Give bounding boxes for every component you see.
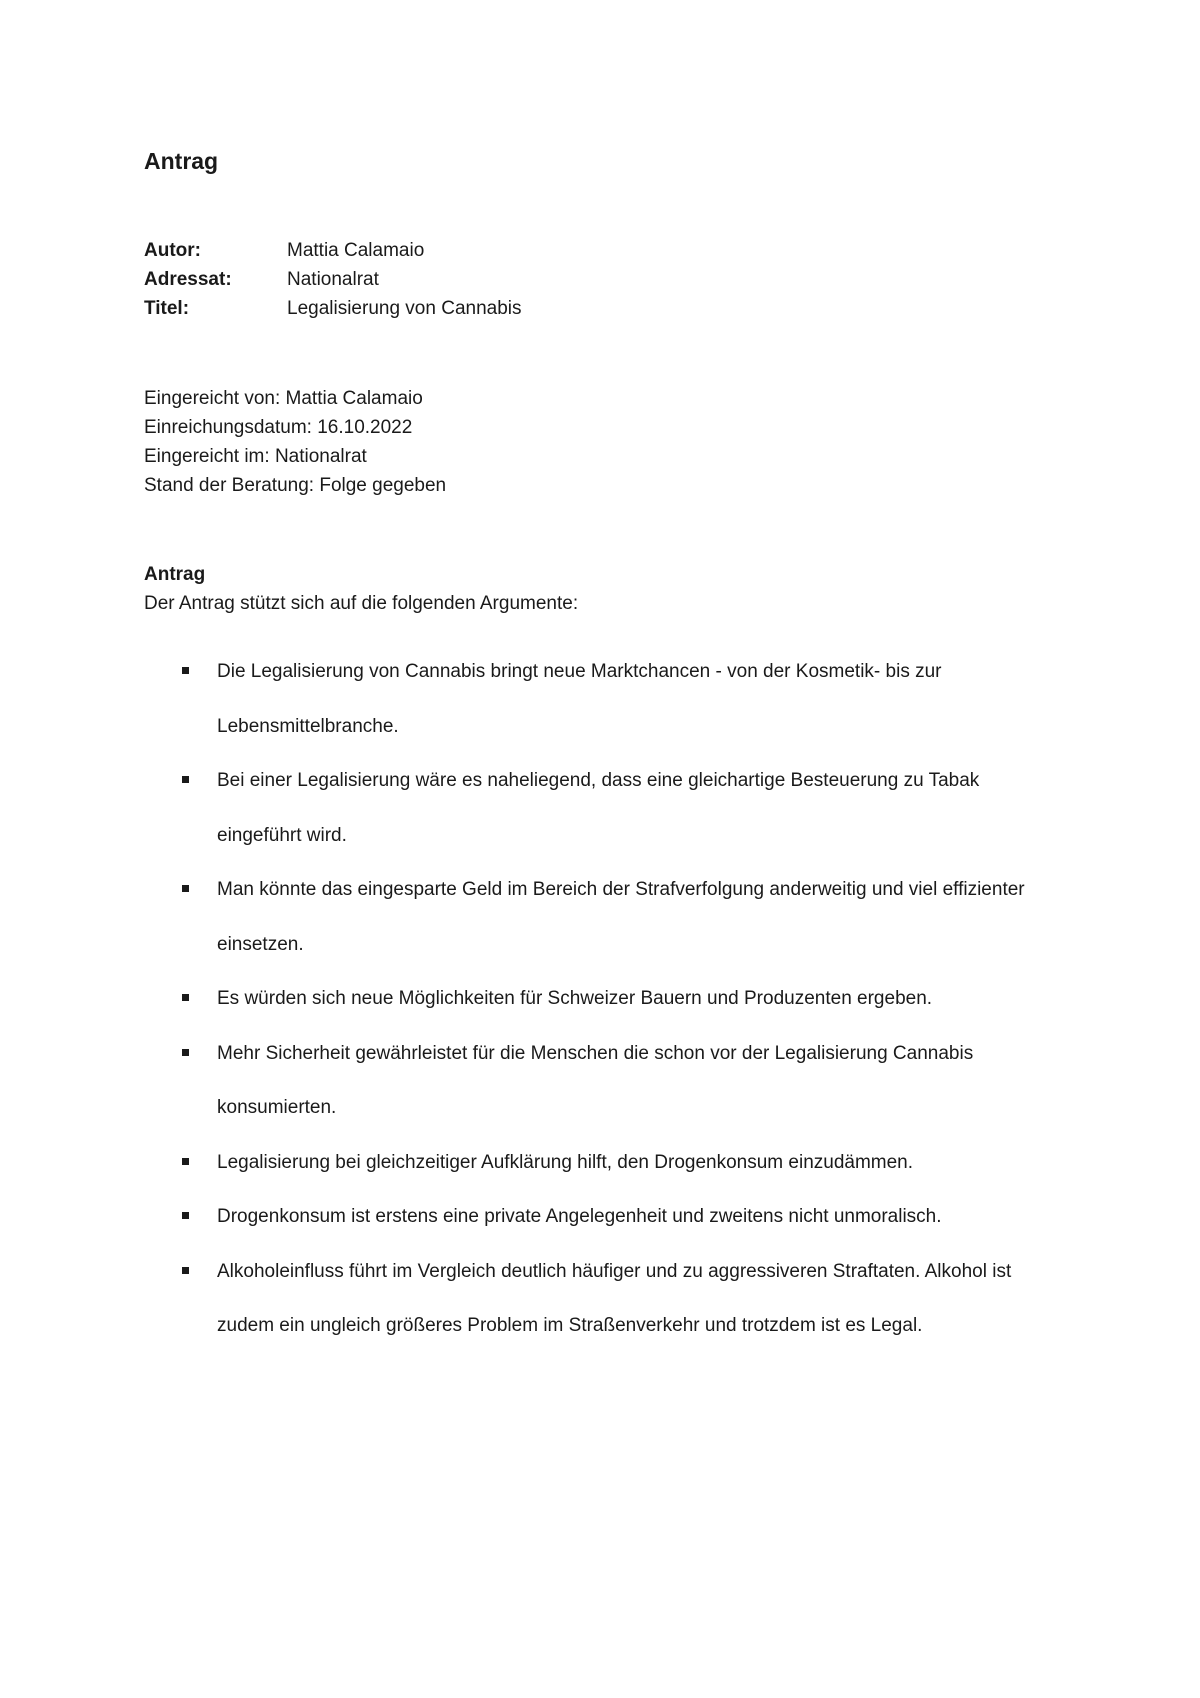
submission-info: [144, 384, 446, 500]
square-bullet-icon: [182, 994, 189, 1001]
meta-row-addressee: [144, 265, 522, 294]
list-item: [0, 645, 1057, 754]
square-bullet-icon: [182, 1158, 189, 1165]
meta-label: Autor:: [144, 240, 201, 261]
submitted-in: Eingereicht im: Nationalrat: [144, 446, 367, 467]
list-item: [0, 1190, 1057, 1245]
meta-row-title: [144, 294, 522, 323]
argument-text: Drogenkonsum ist erstens eine private Angelegenheit und zweitens nicht unmoralisch.: [217, 1206, 942, 1227]
argument-text: Alkoholeinfluss führt im Vergleich deutlich häufiger und zu aggressiveren Straftaten. Alkohol ist zudem ein ungleich größeres Problem im Straßenverkehr und trotzdem ist es Legal.: [217, 1260, 1012, 1336]
argument-list: [0, 645, 1200, 1354]
intro-text: Der Antrag stützt sich auf die folgenden Argumente:: [144, 593, 579, 614]
meta-value: Nationalrat: [287, 269, 379, 290]
list-item: [0, 863, 1057, 972]
square-bullet-icon: [182, 1267, 189, 1274]
argument-text: Die Legalisierung von Cannabis bringt neue Marktchancen - von der Kosmetik- bis zur Lebensmittelbranche.: [217, 661, 942, 737]
submission-date: Einreichungsdatum: 16.10.2022: [144, 417, 413, 438]
argument-text: Mehr Sicherheit gewährleistet für die Menschen die schon vor der Legalisierung Cannabis konsumierten.: [217, 1042, 974, 1118]
submitted-by: Eingereicht von: Mattia Calamaio: [144, 388, 423, 409]
section-heading: Antrag: [144, 564, 206, 585]
square-bullet-icon: [182, 1049, 189, 1056]
list-item: [0, 1027, 1057, 1136]
argument-text: Es würden sich neue Möglichkeiten für Schweizer Bauern und Produzenten ergeben.: [217, 988, 933, 1009]
list-item: [0, 972, 1057, 1027]
square-bullet-icon: [182, 1212, 189, 1219]
list-item: [0, 1136, 1057, 1191]
argument-text: Legalisierung bei gleichzeitiger Aufklärung hilft, den Drogenkonsum einzudämmen.: [217, 1151, 914, 1173]
square-bullet-icon: [182, 776, 189, 783]
list-item: [0, 754, 1057, 863]
argument-text: Bei einer Legalisierung wäre es naheliegend, dass eine gleichartige Besteuerung zu Tabak eingeführt wird.: [217, 770, 980, 846]
meta-value: Legalisierung von Cannabis: [287, 298, 522, 319]
meta-label: Titel:: [144, 298, 190, 319]
meta-row-author: [144, 236, 522, 265]
argument-text: Man könnte das eingesparte Geld im Bereich der Strafverfolgung anderweitig und viel effizienter einsetzen.: [217, 879, 1025, 955]
meta-label: Adressat:: [144, 269, 232, 290]
list-item: [0, 1245, 1057, 1354]
square-bullet-icon: [182, 667, 189, 674]
document-title: Antrag: [144, 148, 219, 174]
meta-value: Mattia Calamaio: [287, 240, 425, 261]
square-bullet-icon: [182, 885, 189, 892]
meta-table: [144, 236, 522, 323]
deliberation-status: Stand der Beratung: Folge gegeben: [144, 475, 447, 496]
